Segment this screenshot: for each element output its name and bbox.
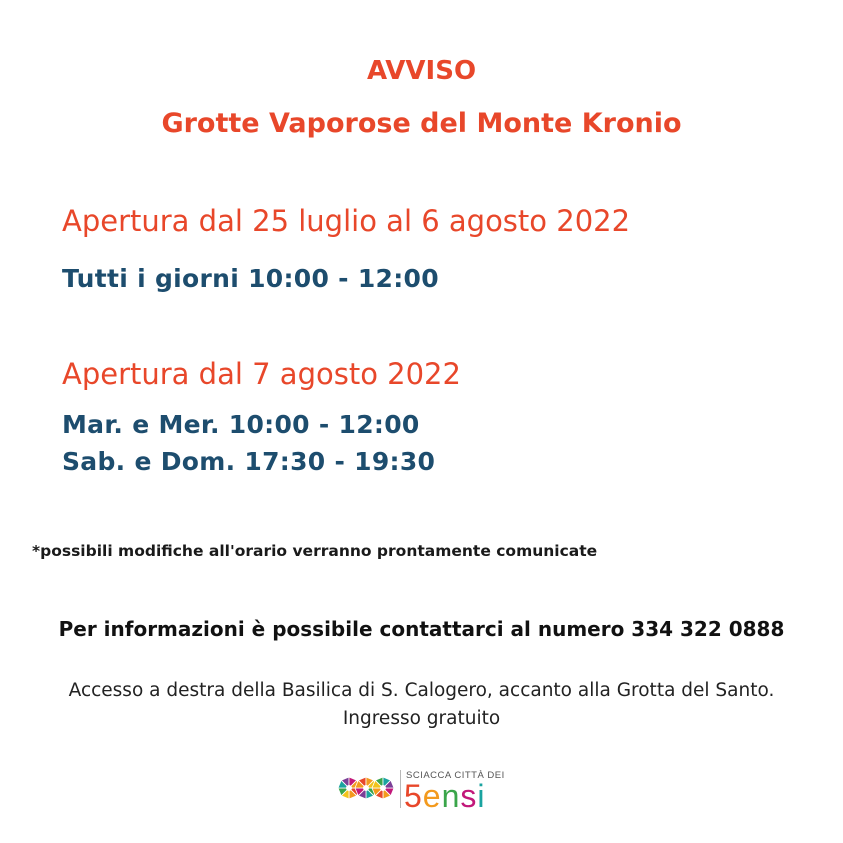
period-2-hours-weekday: Mar. e Mer. 10:00 - 12:00: [62, 410, 420, 439]
free-entry-note: Ingresso gratuito: [342, 708, 501, 729]
logo-letter: i: [477, 778, 486, 814]
logo-tagline: SCIACCA CITTÀ DEI: [406, 770, 505, 781]
logo-wordmark: [404, 778, 486, 814]
logo-letter: s: [460, 778, 478, 814]
logo-divider: [400, 770, 401, 808]
period-1-title: Apertura dal 25 luglio al 6 agosto 2022: [62, 204, 631, 238]
logo-letter: n: [441, 778, 461, 814]
schedule-change-note: *possibili modifiche all'orario verranno prontamente comunicate: [32, 542, 598, 560]
logo-letter: e: [422, 778, 442, 814]
site-title: Grotte Vaporose del Monte Kronio: [161, 108, 682, 139]
logo-mosaic-center: [363, 785, 369, 791]
notice-label: AVVISO: [366, 56, 477, 86]
logo-mosaic-center: [346, 785, 352, 791]
period-2-title: Apertura dal 7 agosto 2022: [62, 357, 461, 391]
logo-mosaic-center: [380, 785, 386, 791]
sciacca-logo: [338, 764, 508, 814]
period-1-hours: Tutti i giorni 10:00 - 12:00: [62, 264, 439, 293]
access-directions: Accesso a destra della Basilica di S. Calogero, accanto alla Grotta del Santo.: [68, 680, 775, 701]
logo-mosaic-icon: [338, 766, 394, 810]
logo-letter: 5: [404, 778, 423, 814]
contact-info: Per informazioni è possibile contattarci al numero 334 322 0888: [58, 617, 785, 641]
period-2-hours-weekend: Sab. e Dom. 17:30 - 19:30: [62, 447, 436, 476]
